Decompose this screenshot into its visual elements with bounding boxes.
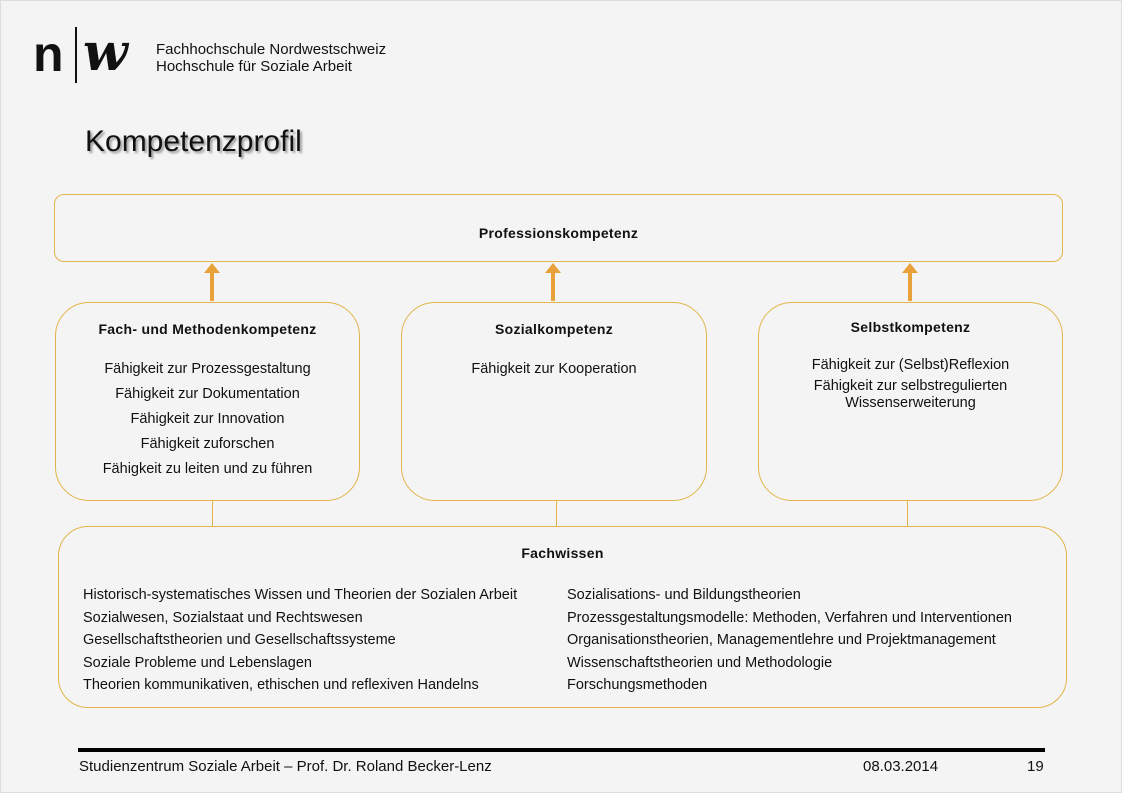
list-item: Prozessgestaltungsmodelle: Methoden, Verfahren und Interventionen (567, 609, 1012, 626)
institution (156, 41, 386, 75)
sozialkompetenz-box (401, 302, 707, 501)
list-item: Fähigkeit zur (Selbst)Reflexion (811, 357, 1010, 373)
box-title: Selbstkompetenz (850, 319, 971, 335)
list-item: Theorien kommunikativen, ethischen und reflexiven Handelns (83, 677, 479, 693)
list-item: Organisationstheorien, Managementlehre und Projektmanagement (567, 632, 996, 648)
list-item: Historisch-systematisches Wissen und Theorien der Sozialen Arbeit (83, 587, 518, 603)
connector (556, 501, 557, 527)
page-title: Kompetenzprofil (85, 125, 302, 158)
logo-n: n (33, 26, 64, 82)
list-item: Soziale Probleme und Lebenslagen (83, 654, 312, 671)
list-item: Sozialwesen, Sozialstaat und Rechtswesen (83, 609, 363, 626)
fachwissen-left (83, 584, 517, 697)
list-item: Fähigkeit zur Kooperation (471, 361, 637, 377)
list-item: Gesellschaftstheorien und Gesellschaftssysteme (83, 632, 396, 648)
list-item: Fähigkeit zur Dokumentation (115, 386, 300, 402)
logo-w: w (83, 22, 128, 83)
professionskompetenz-box (54, 194, 1063, 262)
box-title: Sozialkompetenz (494, 321, 614, 337)
institution-line1: Fachhochschule Nordwestschweiz (156, 41, 387, 58)
list-item: Fähigkeit zuforschen (140, 436, 275, 452)
fachwissen-box (58, 526, 1067, 708)
list-item: Forschungsmethoden (567, 677, 708, 693)
connector (907, 501, 908, 527)
footer-text: Studienzentrum Soziale Arbeit – Prof. Dr. Roland Becker-Lenz (79, 758, 492, 775)
list-item: Fähigkeit zur Prozessgestaltung (104, 361, 311, 377)
arrow-up-icon (908, 269, 912, 301)
list-item: Fähigkeit zu leiten und zu führen (102, 461, 313, 477)
list-item: Fähigkeit zur selbstregulierten Wissenserweiterung (813, 378, 1008, 411)
footer-divider (78, 748, 1045, 752)
arrow-up-icon (551, 269, 555, 301)
connector (212, 501, 213, 527)
footer-date: 08.03.2014 (863, 758, 939, 775)
page-number: 19 (1027, 758, 1044, 775)
list-item: Sozialisations- und Bildungstheorien (567, 587, 801, 603)
fachwissen-right (567, 584, 1012, 697)
list-item: Fähigkeit zur Innovation (130, 411, 285, 427)
list-item: Wissenschaftstheorien und Methodologie (567, 654, 833, 671)
institution-line2: Hochschule für Soziale Arbeit (156, 58, 352, 75)
selbstkompetenz-box (758, 302, 1063, 501)
logo-divider (75, 27, 77, 83)
arrow-up-icon (210, 269, 214, 301)
fach-methodenkompetenz-box (55, 302, 360, 501)
box-title: Professionskompetenz (478, 225, 639, 241)
box-title: Fachwissen (521, 545, 604, 561)
box-title: Fach- und Methodenkompetenz (98, 321, 317, 337)
